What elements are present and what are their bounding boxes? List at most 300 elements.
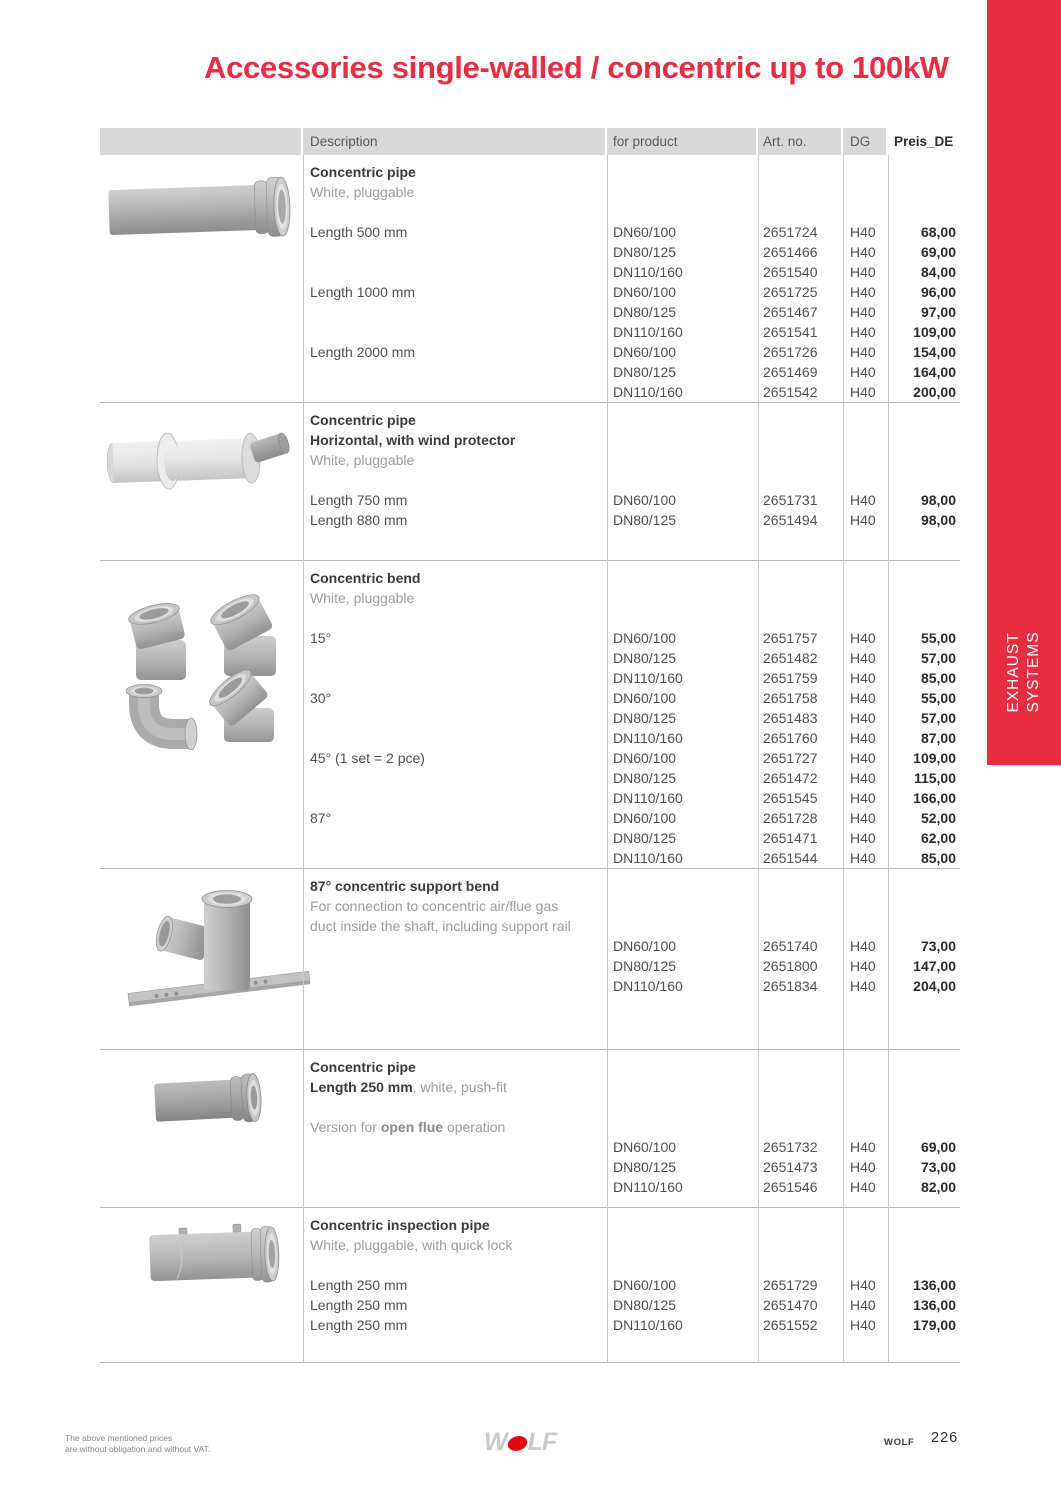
- inspection-pipe-illustration: [146, 1219, 282, 1291]
- for-product-cell: [607, 450, 758, 470]
- header-dg: DG: [843, 128, 888, 155]
- description-text: Concentric pipe: [310, 412, 416, 428]
- horizontal-pipe-illustration: [104, 416, 294, 500]
- art-no-cell: [758, 202, 843, 222]
- dg-cell: H40: [850, 1139, 876, 1155]
- dg-cell: H40: [850, 710, 876, 726]
- for-product-cell: [607, 1117, 758, 1137]
- table-row: [303, 936, 960, 956]
- disclaimer-line2: are without obligation and without VAT.: [65, 1444, 211, 1454]
- table-row: [303, 1117, 960, 1137]
- for-product-cell: [607, 1215, 758, 1235]
- description-cell: [303, 510, 607, 530]
- description-cell: [303, 896, 607, 916]
- description-cell: [303, 1177, 607, 1197]
- for-product-cell: DN110/160: [613, 264, 683, 280]
- dg-cell: H40: [850, 384, 876, 400]
- product-section-concentric-pipe: [100, 155, 960, 403]
- art-no-cell: 2651472: [763, 770, 818, 786]
- description-text: Concentric pipe: [310, 164, 416, 180]
- table-row: [303, 382, 960, 402]
- description-cell: [303, 768, 607, 788]
- description-text: Length 250 mm: [310, 1277, 408, 1293]
- description-cell: [303, 1315, 607, 1335]
- description-text: Length 750 mm: [310, 492, 408, 508]
- art-no-cell: [758, 430, 843, 450]
- dg-cell: [843, 430, 888, 450]
- dg-cell: [843, 588, 888, 608]
- for-product-cell: [607, 876, 758, 896]
- price-cell: 57,00: [920, 710, 956, 726]
- side-tab-line1: EXHAUST: [1005, 632, 1022, 713]
- art-no-cell: [758, 1077, 843, 1097]
- description-cell: [303, 1275, 607, 1295]
- description-cell: [303, 1077, 607, 1097]
- description-cell: [303, 322, 607, 342]
- section-rows: [303, 410, 960, 530]
- table-row: [303, 748, 960, 768]
- description-cell: [303, 342, 607, 362]
- art-no-cell: 2651552: [763, 1317, 818, 1333]
- for-product-cell: [607, 202, 758, 222]
- description-text: duct inside the shaft, including support rail: [310, 918, 571, 934]
- price-cell: 55,00: [920, 630, 956, 646]
- description-text: Version for: [310, 1119, 381, 1135]
- for-product-cell: DN110/160: [613, 730, 683, 746]
- dg-cell: H40: [850, 284, 876, 300]
- art-no-cell: 2651740: [763, 938, 818, 954]
- dg-cell: [843, 1215, 888, 1235]
- art-no-cell: [758, 896, 843, 916]
- table-row: [303, 1177, 960, 1197]
- dg-cell: [843, 568, 888, 588]
- description-cell: [303, 936, 607, 956]
- table-row: [303, 450, 960, 470]
- price-cell: [888, 1235, 960, 1255]
- price-cell: 57,00: [920, 650, 956, 666]
- description-cell: [303, 302, 607, 322]
- price-cell: 52,00: [920, 810, 956, 826]
- art-no-cell: [758, 568, 843, 588]
- for-product-cell: [607, 410, 758, 430]
- description-cell: [303, 1255, 607, 1275]
- for-product-cell: DN60/100: [613, 344, 677, 360]
- description-text: Length 250 mm: [310, 1317, 408, 1333]
- dg-cell: [843, 182, 888, 202]
- dg-cell: H40: [850, 1159, 876, 1175]
- price-cell: 98,00: [920, 492, 956, 508]
- art-no-cell: [758, 470, 843, 490]
- column-divider: [843, 155, 844, 1363]
- table-row: [303, 302, 960, 322]
- dg-cell: H40: [850, 1277, 876, 1293]
- description-cell: [303, 808, 607, 828]
- price-cell: [888, 1077, 960, 1097]
- description-text: White, pluggable: [310, 184, 415, 200]
- art-no-cell: [758, 916, 843, 936]
- for-product-cell: DN80/125: [613, 958, 677, 974]
- for-product-cell: [607, 430, 758, 450]
- price-cell: [888, 470, 960, 490]
- price-cell: [888, 162, 960, 182]
- dg-cell: [843, 202, 888, 222]
- dg-cell: H40: [850, 304, 876, 320]
- for-product-cell: DN110/160: [613, 384, 683, 400]
- art-no-cell: 2651728: [763, 810, 818, 826]
- for-product-cell: DN60/100: [613, 630, 677, 646]
- art-no-cell: 2651483: [763, 710, 818, 726]
- price-cell: 147,00: [913, 958, 956, 974]
- description-cell: [303, 708, 607, 728]
- art-no-cell: 2651724: [763, 224, 818, 240]
- table-row: [303, 1275, 960, 1295]
- art-no-cell: 2651759: [763, 670, 818, 686]
- side-tab-line2: SYSTEMS: [1025, 631, 1042, 713]
- table-row: [303, 588, 960, 608]
- price-cell: 109,00: [913, 324, 956, 340]
- table-row: [303, 848, 960, 868]
- description-cell: [303, 202, 607, 222]
- art-no-cell: [758, 182, 843, 202]
- section-rows: [303, 1057, 960, 1197]
- table-row: [303, 430, 960, 450]
- concentric-support-bend-product-image: [100, 876, 303, 1019]
- dg-cell: H40: [850, 630, 876, 646]
- table-row: [303, 648, 960, 668]
- for-product-cell: DN80/125: [613, 364, 677, 380]
- for-product-cell: [607, 608, 758, 628]
- description-text: Horizontal, with wind protector: [310, 432, 516, 448]
- description-cell: [303, 976, 607, 996]
- wolf-logo: [484, 1428, 556, 1457]
- art-no-cell: 2651545: [763, 790, 818, 806]
- section-rows: [303, 162, 960, 402]
- description-text: 87° concentric support bend: [310, 878, 500, 894]
- product-section-concentric-inspection-pipe: [100, 1208, 960, 1363]
- art-no-cell: [758, 1117, 843, 1137]
- art-no-cell: 2651726: [763, 344, 818, 360]
- description-text: 45° (1 set = 2 pce): [310, 750, 425, 766]
- dg-cell: H40: [850, 1317, 876, 1333]
- for-product-cell: DN60/100: [613, 492, 677, 508]
- for-product-cell: [607, 162, 758, 182]
- description-cell: [303, 1137, 607, 1157]
- description-cell: [303, 1235, 607, 1255]
- table-row: [303, 282, 960, 302]
- table-row: [303, 688, 960, 708]
- support-bend-illustration: [126, 886, 316, 1016]
- art-no-cell: 2651834: [763, 978, 818, 994]
- product-section-concentric-pipe-horizontal: [100, 403, 960, 561]
- art-no-cell: 2651760: [763, 730, 818, 746]
- for-product-cell: DN80/125: [613, 1159, 677, 1175]
- table-row: [303, 628, 960, 648]
- description-cell: [303, 728, 607, 748]
- for-product-cell: [607, 588, 758, 608]
- for-product-cell: [607, 1057, 758, 1077]
- art-no-cell: 2651466: [763, 244, 818, 260]
- art-no-cell: 2651758: [763, 690, 818, 706]
- art-no-cell: 2651482: [763, 650, 818, 666]
- table-row: [303, 1255, 960, 1275]
- dg-cell: [843, 1077, 888, 1097]
- dg-cell: H40: [850, 750, 876, 766]
- header-image-column: [100, 128, 303, 155]
- table-row: [303, 916, 960, 936]
- description-cell: [303, 262, 607, 282]
- for-product-cell: DN60/100: [613, 690, 677, 706]
- description-cell: [303, 450, 607, 470]
- dg-cell: H40: [850, 730, 876, 746]
- art-no-cell: 2651800: [763, 958, 818, 974]
- price-cell: 87,00: [920, 730, 956, 746]
- dg-cell: [843, 876, 888, 896]
- price-cell: 84,00: [920, 264, 956, 280]
- description-cell: [303, 470, 607, 490]
- price-cell: [888, 1057, 960, 1077]
- description-text: Concentric bend: [310, 570, 421, 586]
- table-row: [303, 410, 960, 430]
- table-row: [303, 956, 960, 976]
- art-no-cell: 2651729: [763, 1277, 818, 1293]
- description-text: operation: [443, 1119, 506, 1135]
- description-cell: [303, 608, 607, 628]
- table-row: [303, 510, 960, 530]
- description-cell: [303, 362, 607, 382]
- for-product-cell: DN80/125: [613, 244, 677, 260]
- exhaust-systems-tab: [987, 0, 1061, 765]
- column-divider: [888, 155, 889, 1363]
- table-row: [303, 490, 960, 510]
- price-cell: [888, 916, 960, 936]
- table-row: [303, 608, 960, 628]
- art-no-cell: [758, 1097, 843, 1117]
- description-cell: [303, 1295, 607, 1315]
- art-no-cell: [758, 1255, 843, 1275]
- table-row: [303, 568, 960, 588]
- price-cell: 85,00: [920, 850, 956, 866]
- page-title: Accessories single-walled / concentric up to 100kW: [204, 50, 949, 85]
- description-cell: [303, 648, 607, 668]
- for-product-cell: DN110/160: [613, 670, 683, 686]
- for-product-cell: [607, 1097, 758, 1117]
- price-cell: 179,00: [913, 1317, 956, 1333]
- art-no-cell: [758, 1235, 843, 1255]
- pipe-250-illustration: [152, 1067, 264, 1133]
- dg-cell: H40: [850, 790, 876, 806]
- price-cell: 164,00: [913, 364, 956, 380]
- table-row: [303, 342, 960, 362]
- price-cell: 55,00: [920, 690, 956, 706]
- price-cell: 73,00: [920, 938, 956, 954]
- art-no-cell: [758, 608, 843, 628]
- dg-cell: H40: [850, 364, 876, 380]
- description-cell: [303, 568, 607, 588]
- for-product-cell: DN110/160: [613, 850, 683, 866]
- price-cell: [888, 568, 960, 588]
- for-product-cell: DN80/125: [613, 770, 677, 786]
- product-section-concentric-pipe-250: [100, 1050, 960, 1208]
- description-cell: [303, 588, 607, 608]
- table-row: [303, 976, 960, 996]
- for-product-cell: [607, 896, 758, 916]
- for-product-cell: DN60/100: [613, 224, 677, 240]
- price-cell: [888, 182, 960, 202]
- description-text: For connection to concentric air/flue gas: [310, 898, 559, 914]
- art-no-cell: 2651757: [763, 630, 818, 646]
- description-text: Length 250 mm: [310, 1079, 413, 1095]
- table-row: [303, 1315, 960, 1335]
- table-row: [303, 1097, 960, 1117]
- dg-cell: [843, 608, 888, 628]
- column-divider: [758, 155, 759, 1363]
- description-text: Length 500 mm: [310, 224, 408, 240]
- description-cell: [303, 1215, 607, 1235]
- art-no-cell: [758, 450, 843, 470]
- for-product-cell: DN60/100: [613, 1139, 677, 1155]
- price-cell: 68,00: [920, 224, 956, 240]
- art-no-cell: 2651469: [763, 364, 818, 380]
- art-no-cell: 2651473: [763, 1159, 818, 1175]
- description-text: 15°: [310, 630, 332, 646]
- wolf-logo-w: W: [484, 1428, 507, 1456]
- description-cell: [303, 1057, 607, 1077]
- description-cell: [303, 848, 607, 868]
- table-row: [303, 262, 960, 282]
- product-section-concentric-bend: [100, 561, 960, 869]
- art-no-cell: 2651546: [763, 1179, 818, 1195]
- concentric-pipe-product-image: [100, 162, 303, 402]
- for-product-cell: DN60/100: [613, 810, 677, 826]
- dg-cell: H40: [850, 224, 876, 240]
- table-row: [303, 162, 960, 182]
- dg-cell: H40: [850, 1297, 876, 1313]
- for-product-cell: [607, 1077, 758, 1097]
- section-rows: [303, 1215, 960, 1335]
- dg-cell: [843, 470, 888, 490]
- concentric-pipe-250-product-image: [100, 1057, 303, 1197]
- dg-cell: H40: [850, 264, 876, 280]
- dg-cell: [843, 1117, 888, 1137]
- for-product-cell: DN80/125: [613, 650, 677, 666]
- products-table: [100, 128, 960, 1363]
- price-cell: 204,00: [913, 978, 956, 994]
- art-no-cell: 2651540: [763, 264, 818, 280]
- description-text: White, pluggable: [310, 590, 415, 606]
- art-no-cell: 2651541: [763, 324, 818, 340]
- concentric-pipe-horizontal-product-image: [100, 410, 303, 530]
- table-row: [303, 768, 960, 788]
- description-text: Length 880 mm: [310, 512, 408, 528]
- art-no-cell: 2651542: [763, 384, 818, 400]
- for-product-cell: DN110/160: [613, 978, 683, 994]
- table-row: [303, 182, 960, 202]
- table-row: [303, 876, 960, 896]
- art-no-cell: [758, 162, 843, 182]
- description-cell: [303, 1117, 607, 1137]
- table-row: [303, 1295, 960, 1315]
- price-cell: [888, 410, 960, 430]
- column-divider: [607, 155, 608, 1363]
- table-row: [303, 708, 960, 728]
- for-product-cell: DN110/160: [613, 1179, 683, 1195]
- art-no-cell: 2651732: [763, 1139, 818, 1155]
- description-cell: [303, 876, 607, 896]
- table-row: [303, 1235, 960, 1255]
- description-text: White, pluggable: [310, 452, 415, 468]
- price-cell: 69,00: [920, 244, 956, 260]
- price-cell: [888, 450, 960, 470]
- art-no-cell: [758, 1215, 843, 1235]
- description-cell: [303, 628, 607, 648]
- description-text: Concentric inspection pipe: [310, 1217, 490, 1233]
- section-rows: [303, 568, 960, 868]
- art-no-cell: 2651731: [763, 492, 818, 508]
- table-row: [303, 728, 960, 748]
- table-row: [303, 470, 960, 490]
- header-for-product: for product: [607, 128, 758, 155]
- for-product-cell: DN110/160: [613, 324, 683, 340]
- description-text: Concentric pipe: [310, 1059, 416, 1075]
- for-product-cell: [607, 470, 758, 490]
- price-cell: 109,00: [913, 750, 956, 766]
- price-cell: [888, 1097, 960, 1117]
- section-rows: [303, 876, 960, 1019]
- description-cell: [303, 668, 607, 688]
- description-text: Length 2000 mm: [310, 344, 416, 360]
- concentric-bend-product-image: [100, 568, 303, 868]
- wolf-logo-dot-icon: [506, 1436, 528, 1451]
- dg-cell: [843, 162, 888, 182]
- for-product-cell: DN80/125: [613, 304, 677, 320]
- for-product-cell: DN80/125: [613, 710, 677, 726]
- for-product-cell: [607, 916, 758, 936]
- product-section-concentric-support-bend: [100, 869, 960, 1050]
- price-cell: 69,00: [920, 1139, 956, 1155]
- description-cell: [303, 916, 607, 936]
- price-cell: 85,00: [920, 670, 956, 686]
- price-cell: [888, 1215, 960, 1235]
- dg-cell: [843, 410, 888, 430]
- dg-cell: [843, 1255, 888, 1275]
- art-no-cell: [758, 588, 843, 608]
- for-product-cell: [607, 568, 758, 588]
- table-row: [303, 828, 960, 848]
- for-product-cell: DN80/125: [613, 512, 677, 528]
- for-product-cell: [607, 182, 758, 202]
- concentric-bends-illustration: [126, 582, 304, 750]
- dg-cell: [843, 1057, 888, 1077]
- description-cell: [303, 1097, 607, 1117]
- description-cell: [303, 222, 607, 242]
- description-cell: [303, 182, 607, 202]
- dg-cell: H40: [850, 810, 876, 826]
- concentric-pipe-illustration: [106, 170, 292, 250]
- dg-cell: [843, 916, 888, 936]
- art-no-cell: 2651725: [763, 284, 818, 300]
- art-no-cell: 2651544: [763, 850, 818, 866]
- art-no-cell: 2651470: [763, 1297, 818, 1313]
- price-disclaimer: [65, 1433, 210, 1455]
- table-row: [303, 1137, 960, 1157]
- dg-cell: H40: [850, 324, 876, 340]
- description-cell: [303, 1157, 607, 1177]
- header-art-no: Art. no.: [758, 128, 843, 155]
- description-cell: [303, 430, 607, 450]
- table-body: [100, 155, 960, 1363]
- dg-cell: H40: [850, 690, 876, 706]
- table-row: [303, 362, 960, 382]
